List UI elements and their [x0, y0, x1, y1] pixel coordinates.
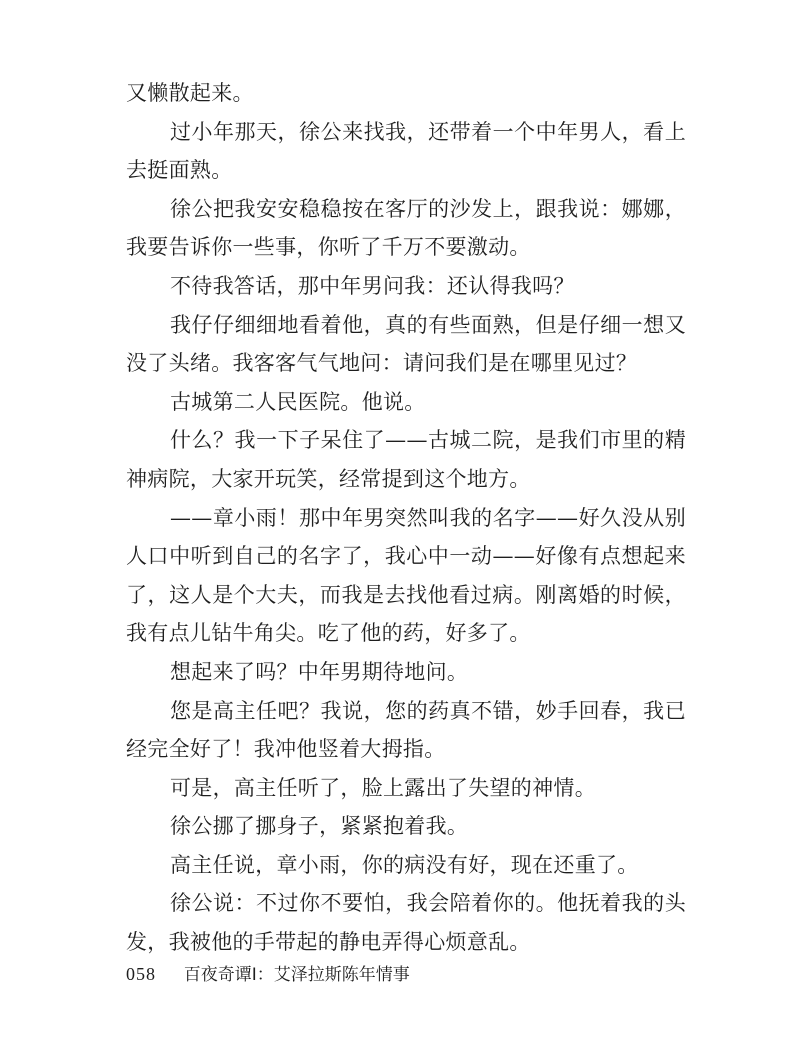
- body-text: [126, 74, 686, 962]
- paragraph: 古城第二人民医院。他说。: [170, 389, 426, 414]
- paragraph: 徐公挪了挪身子，紧紧抱着我。: [170, 814, 469, 839]
- paragraph: 又懒散起来。: [126, 81, 254, 105]
- paragraph: 我仔仔细细地看着他，真的有些面熟，但是仔细一想又没了头绪。我客客气气地问：请问我们是在哪里见过？: [126, 312, 686, 376]
- paragraph: 什么？我一下子呆住了——古城二院，是我们市里的精神病院，大家开玩笑，经常提到这个地方。: [126, 428, 686, 491]
- paragraph: 过小年那天，徐公来找我，还带着一个中年男人，看上去挺面熟。: [126, 119, 686, 183]
- page-number: 058: [126, 964, 156, 984]
- paragraph: 不待我答话，那中年男问我：还认得我吗？: [170, 273, 575, 298]
- paragraph: ——章小雨！那中年男突然叫我的名字——好久没从别人口中听到自己的名字了，我心中一动——好像有点想起来了，这人是个大夫，而我是去找他看过病。刚离婚的时候，我有点儿钻牛角尖。吃了他的药，好多了。: [126, 505, 686, 646]
- paragraph: 您是高主任吧？我说，您的药真不错，妙手回春，我已经完全好了！我冲他竖着大拇指。: [126, 698, 686, 762]
- paragraph: 想起来了吗？中年男期待地问。: [170, 659, 469, 684]
- paragraph: 高主任说，章小雨，你的病没有好，现在还重了。: [170, 852, 639, 877]
- paragraph: 可是，高主任听了，脸上露出了失望的神情。: [170, 775, 596, 800]
- page-footer: [126, 962, 410, 987]
- paragraph: 徐公把我安安稳稳按在客厅的沙发上，跟我说：娜娜，我要告诉你一些事，你听了千万不要激动。: [126, 196, 686, 260]
- paragraph: 徐公说：不过你不要怕，我会陪着你的。他抚着我的头发，我被他的手带起的静电弄得心烦意乱。: [126, 891, 686, 955]
- running-title: 百夜奇谭Ⅰ：艾泽拉斯陈年情事: [183, 965, 410, 985]
